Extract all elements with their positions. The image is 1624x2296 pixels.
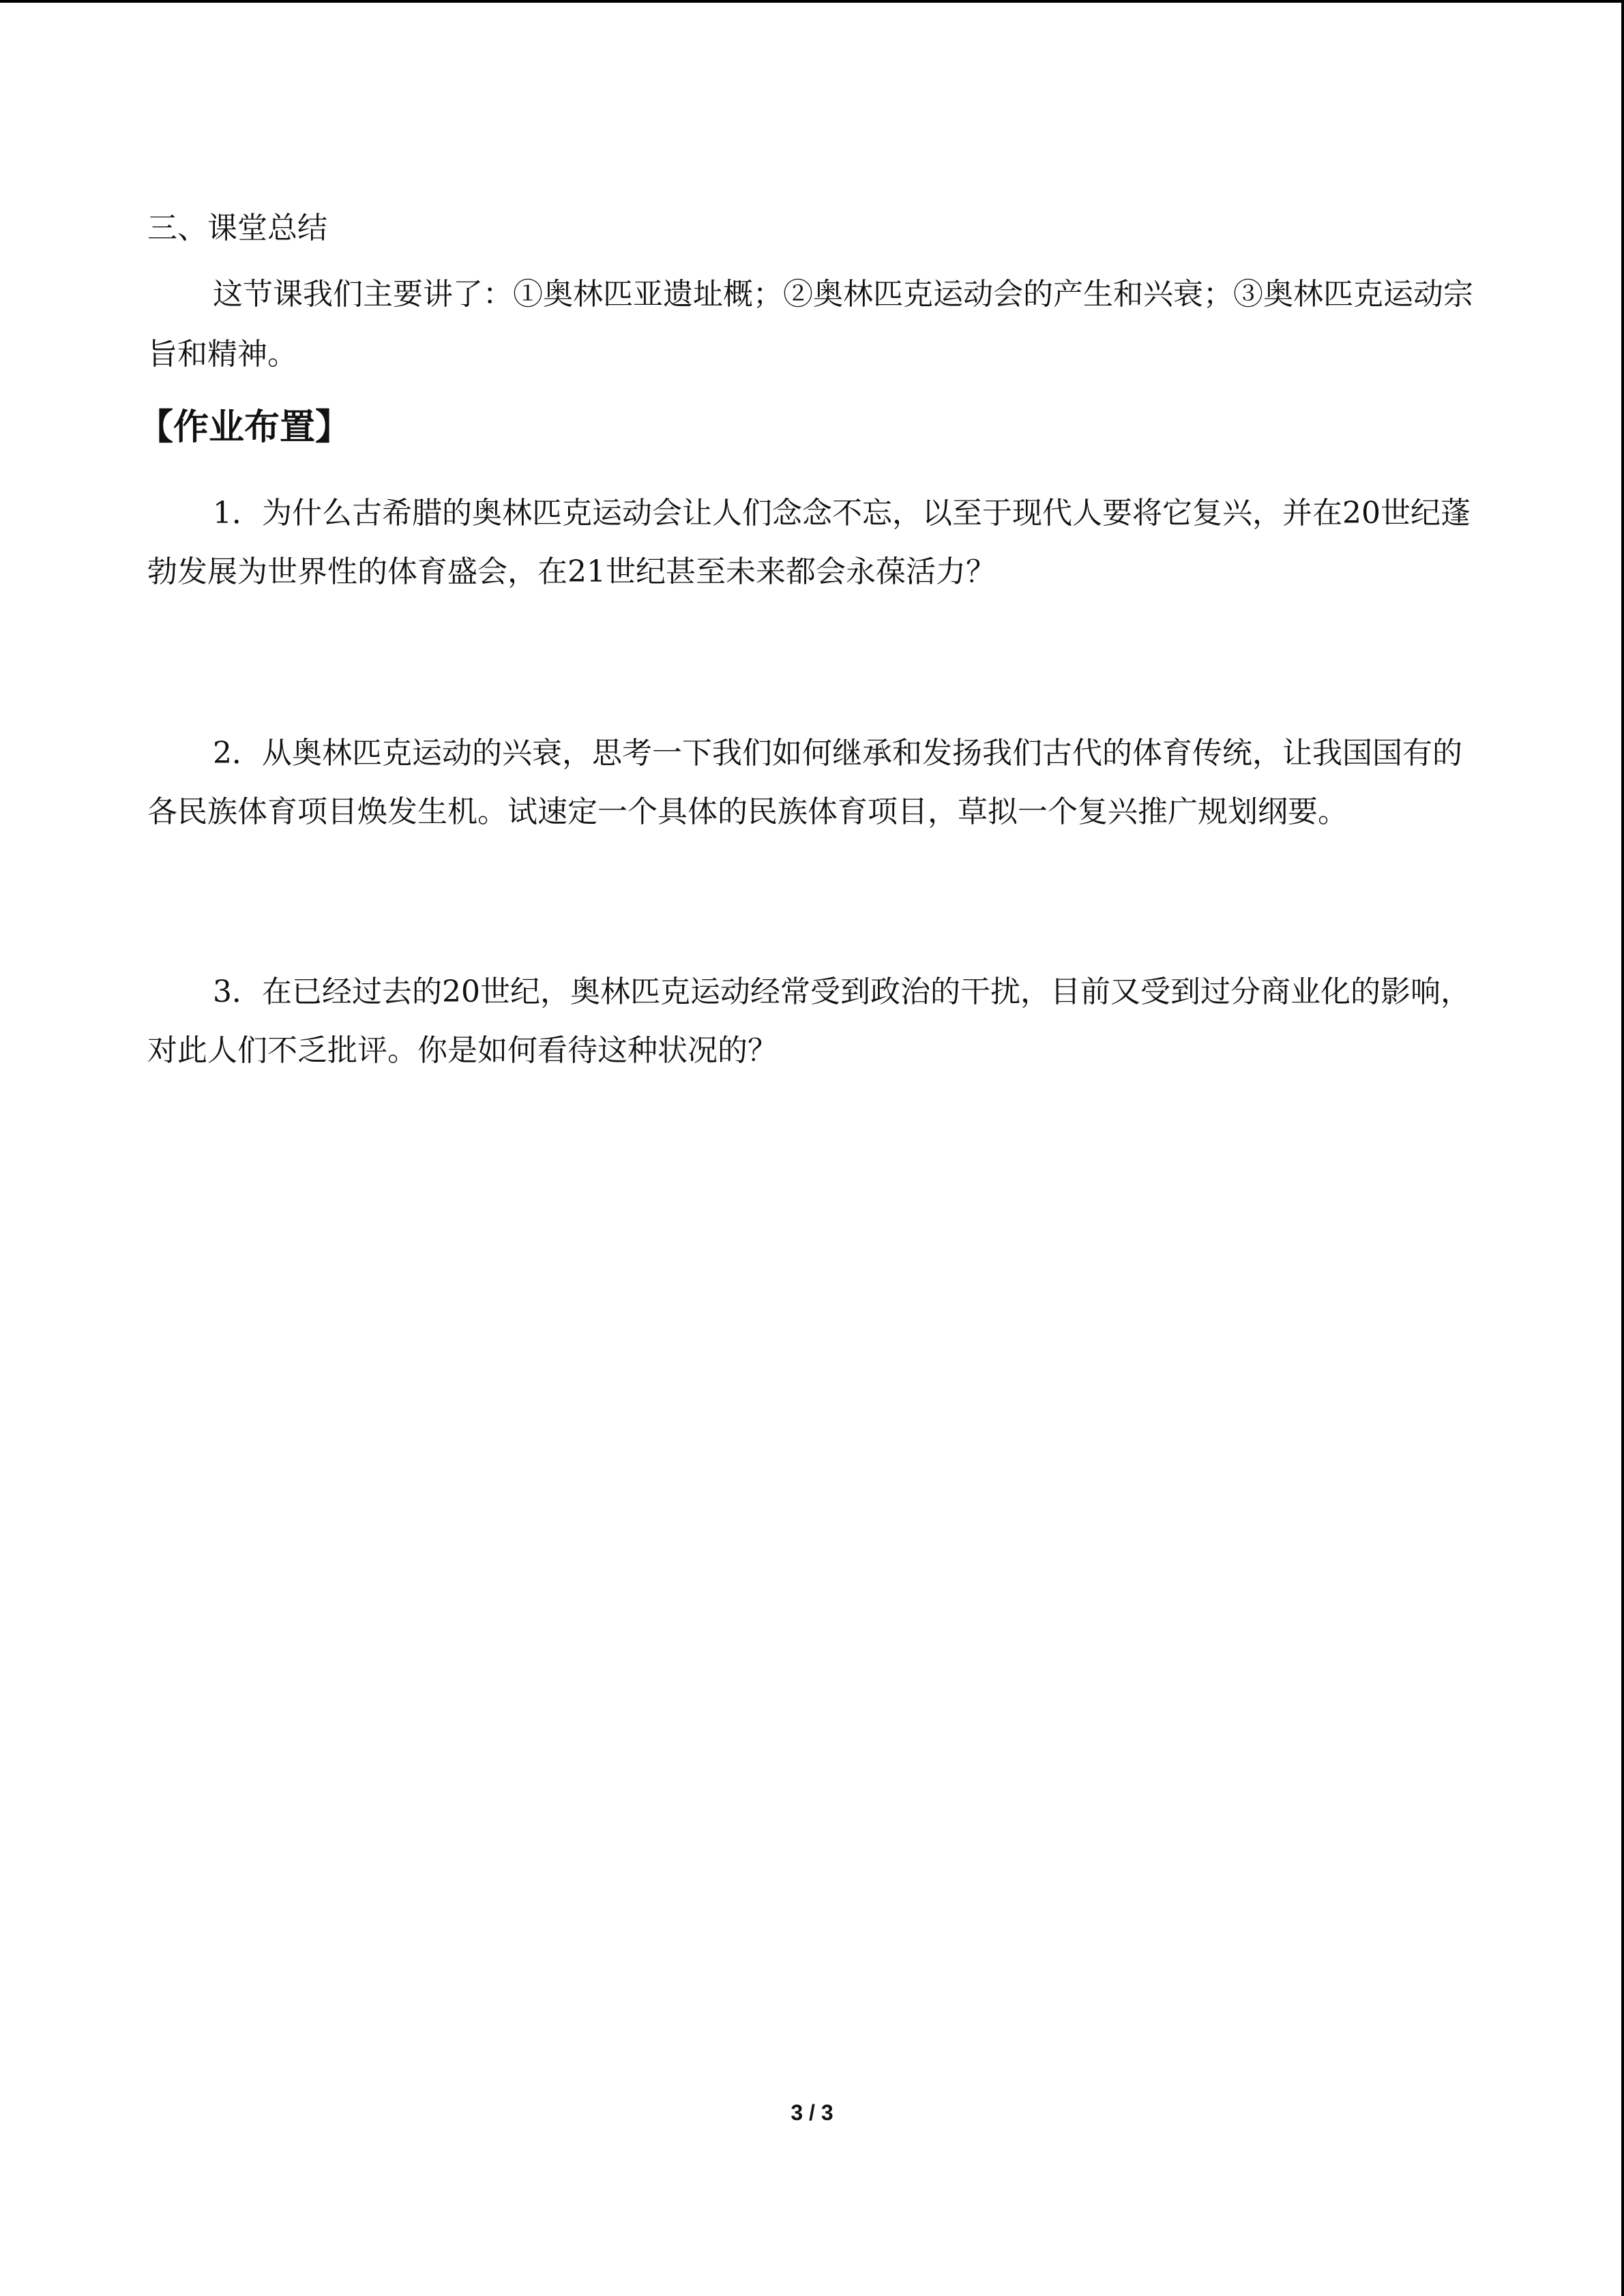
homework-question-1: 1．为什么古希腊的奥林匹克运动会让人们念念不忘，以至于现代人要将它复兴，并在20世纪蓬勃发展为世界性的体育盛会，在21世纪甚至未来都会永葆活力？ [147, 496, 1471, 589]
page-number: 3 / 3 [791, 2100, 833, 2125]
page-border-top [0, 0, 1624, 3]
homework-question-2: 2．从奥林匹克运动的兴衰，思考一下我们如何继承和发扬我们古代的体育传统，让我国国有的各民族体育项目焕发生机。试速定一个具体的民族体育项目，草拟一个复兴推广规划纲要。 [147, 736, 1462, 829]
summary-paragraph: 这节课我们主要讲了：①奥林匹亚遗址概；②奥林匹克运动会的产生和兴衰；③奥林匹克运动宗旨和精神。 [147, 277, 1473, 372]
section-heading-summary: 三、课堂总结 [147, 211, 327, 245]
page-border-right [1621, 0, 1624, 2296]
homework-title: 【作业布置】 [138, 407, 351, 448]
document-body [138, 205, 1477, 1080]
homework-question-3: 3．在已经过去的20世纪，奥林匹克运动经常受到政治的干扰，目前又受到过分商业化的影响，对此人们不乏批评。你是如何看待这种状况的？ [147, 974, 1471, 1068]
